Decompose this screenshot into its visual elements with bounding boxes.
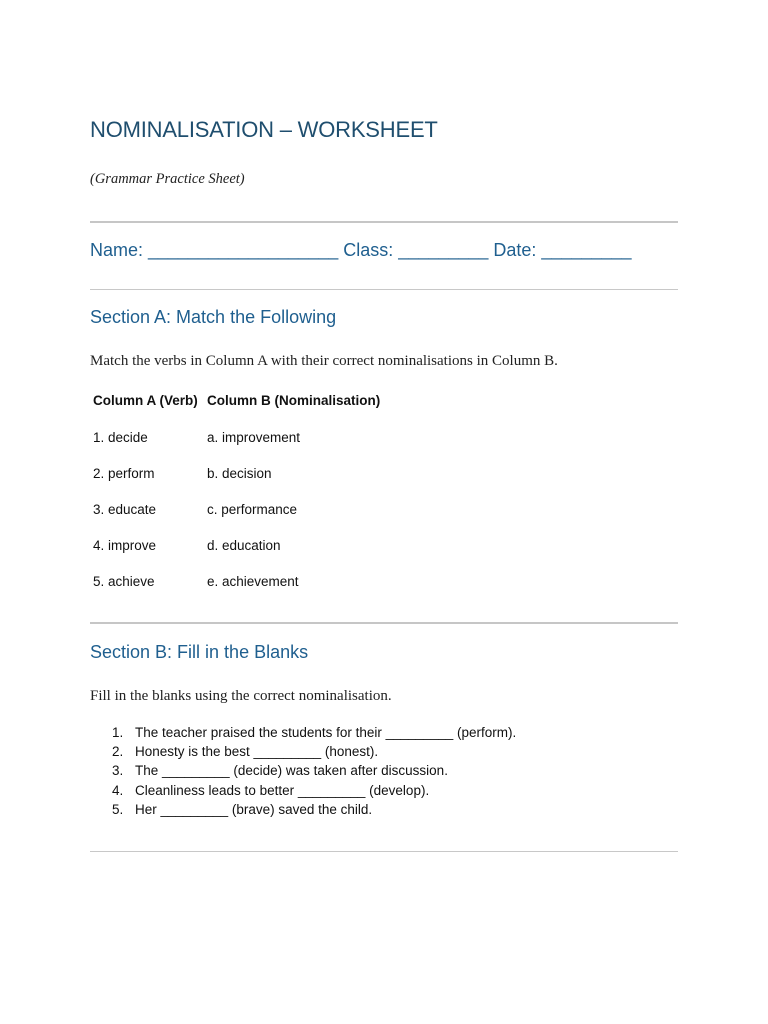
list-item-number: 2. [112,744,124,760]
divider [90,289,678,290]
section-b-heading: Section B: Fill in the Blanks [90,642,309,662]
section-b-instruction: Fill in the blanks using the correct nominalisation. [90,688,392,704]
list-item-text: The _________ (decide) was taken after discussion. [135,763,448,779]
list-item-text: Her _________ (brave) saved the child. [135,801,373,817]
column-a-cell: 2. perform [93,466,155,481]
page-subtitle: (Grammar Practice Sheet) [90,171,245,187]
column-b-cell: c. performance [207,502,298,517]
list-item [112,781,516,800]
column-b-cell: d. education [207,538,281,553]
divider [90,622,678,624]
student-info-line: Name: ___________________ Class: _________ Date: _________ [90,240,632,260]
list-item [112,742,516,761]
column-a-cell: 5. achieve [93,574,155,589]
divider [90,851,678,852]
list-item-text: The teacher praised the students for their _________ (perform). [135,725,517,740]
column-a-header: Column A (Verb) [93,393,198,408]
page-title: NOMINALISATION – WORKSHEET [90,117,438,142]
list-item-number: 4. [112,782,124,798]
section-a-instruction: Match the verbs in Column A with their correct nominalisations in Column B. [90,353,558,369]
list-item-number: 5. [112,801,124,817]
fill-in-list [112,723,516,819]
column-b-header: Column B (Nominalisation) [207,393,381,408]
list-item [112,723,516,742]
column-a-cell: 4. improve [93,538,157,553]
list-item-text: Cleanliness leads to better _________ (develop). [135,782,430,798]
column-a-cell: 3. educate [93,502,157,517]
divider [90,221,678,223]
list-item-number: 1. [112,725,124,740]
column-b-cell: b. decision [207,466,272,481]
list-item-number: 3. [112,763,124,779]
column-a-cell: 1. decide [93,430,148,445]
section-a-heading: Section A: Match the Following [90,307,337,327]
column-b-cell: e. achievement [207,574,299,589]
list-item [112,761,516,780]
list-item-text: Honesty is the best _________ (honest). [135,744,379,760]
column-b-cell: a. improvement [207,430,301,445]
list-item [112,800,516,819]
